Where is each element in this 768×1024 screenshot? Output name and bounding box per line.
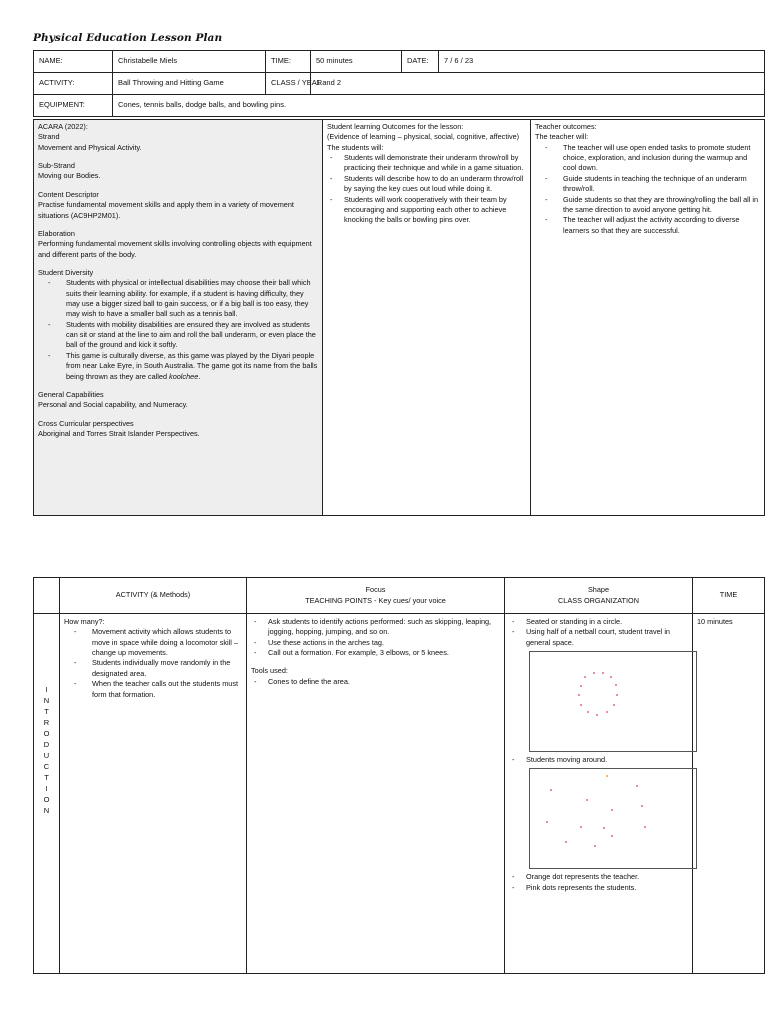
equipment-value: Cones, tennis balls, dodge balls, and bowling pins. bbox=[113, 95, 765, 117]
teacher-outcomes-cell bbox=[531, 120, 765, 516]
teacher-dot bbox=[606, 775, 608, 777]
acara-heading: ACARA (2022): bbox=[38, 122, 88, 131]
lesson-plan-table bbox=[33, 577, 765, 974]
outcomes-table bbox=[33, 119, 765, 516]
teacher-list bbox=[535, 143, 760, 236]
section-letter: U bbox=[43, 751, 50, 760]
substrand-text: Moving our Bodies. bbox=[38, 171, 101, 181]
list-item: - The teacher will adjust the activity according to diverse learners so that they are successful. bbox=[535, 215, 760, 236]
descriptor-label: Content Descriptor bbox=[38, 189, 99, 199]
list-item: - Guide students so that they are throwing/rolling the ball all in the same direction to avoid anyone getting hit. bbox=[535, 195, 760, 216]
student-dot bbox=[584, 676, 586, 678]
list-item: - When the teacher calls out the students must form that formation. bbox=[64, 679, 242, 700]
time-label: TIME: bbox=[266, 51, 311, 73]
section-letter: O bbox=[43, 795, 50, 804]
activity-value: Ball Throwing and Hitting Game bbox=[113, 73, 266, 95]
descriptor-text: Practise fundamental movement skills and apply them in a variety of movement situations (AC9HP2M01). bbox=[38, 200, 294, 220]
outcomes-sub: (Evidence of learning – physical, social, cognitive, affective) bbox=[327, 132, 520, 142]
shape-subtitle: CLASS ORGANIZATION bbox=[558, 595, 639, 605]
capabilities-label: General Capabilities bbox=[38, 389, 104, 399]
shape-header bbox=[505, 578, 693, 614]
cross-text: Aboriginal and Torres Strait Islander Perspectives. bbox=[38, 428, 200, 438]
elaboration-text: Performing fundamental movement skills involving controlling objects with equipment and different parts of the body. bbox=[38, 239, 312, 259]
student-dot bbox=[602, 672, 604, 674]
date-label: DATE: bbox=[402, 51, 439, 73]
strand-text: Movement and Physical Activity. bbox=[38, 142, 142, 152]
student-dot bbox=[644, 826, 646, 828]
student-dot bbox=[606, 711, 608, 713]
outcomes-list bbox=[327, 153, 526, 226]
student-dot bbox=[611, 835, 613, 837]
shape-notes-list bbox=[509, 872, 688, 893]
student-dot bbox=[550, 789, 552, 791]
section-letter: T bbox=[44, 707, 49, 716]
time-header: TIME bbox=[693, 578, 765, 614]
student-dot bbox=[593, 672, 595, 674]
list-item: - Guide students in teaching the technique of an underarm throw/roll. bbox=[535, 174, 760, 195]
list-item: - Students will work cooperatively with their team by encouraging and supporting each other to achieve knocking the balls or bowling pins over. bbox=[327, 195, 526, 226]
student-dot bbox=[603, 827, 605, 829]
student-dot bbox=[615, 684, 617, 686]
focus-cell bbox=[247, 614, 505, 974]
list-item: - Students will demonstrate their underarm throw/roll by practicing their technique and while in a game situation. bbox=[327, 153, 526, 174]
student-dot bbox=[578, 694, 580, 696]
student-dot bbox=[611, 809, 613, 811]
list-item: - Pink dots represents the students. bbox=[509, 883, 688, 893]
class-label: CLASS / YEAR bbox=[266, 73, 311, 95]
student-dot bbox=[596, 714, 598, 716]
student-outcomes-cell bbox=[323, 120, 531, 516]
time-value: 50 minutes bbox=[311, 51, 402, 73]
name-label: NAME: bbox=[34, 51, 113, 73]
list-item: - Use these actions in the arches tag. bbox=[251, 638, 500, 648]
activity-cell bbox=[60, 614, 247, 974]
strand-label: Strand bbox=[38, 132, 60, 142]
list-item: - Students moving around. bbox=[509, 755, 688, 765]
list-item: - Ask students to identify actions performed: such as skipping, leaping, jogging, hopping, jumping, and so on. bbox=[251, 617, 500, 638]
teacher-lead: The teacher will: bbox=[535, 132, 589, 142]
student-dot bbox=[586, 799, 588, 801]
focus-list bbox=[251, 617, 500, 658]
list-item: - Call out a formation. For example, 3 elbows, or 5 knees. bbox=[251, 648, 500, 658]
list-item: - Orange dot represents the teacher. bbox=[509, 872, 688, 882]
section-letter: T bbox=[44, 773, 49, 782]
activity-label: ACTIVITY: bbox=[34, 73, 113, 95]
section-letter: R bbox=[43, 718, 50, 727]
outcomes-heading: Student learning Outcomes for the lesson: bbox=[327, 122, 464, 131]
shape-title: Shape bbox=[587, 585, 610, 595]
substrand-label: Sub-Strand bbox=[38, 161, 75, 171]
section-label-introduction bbox=[34, 614, 60, 974]
student-dot bbox=[565, 841, 567, 843]
student-dot bbox=[636, 785, 638, 787]
activity-lead: How many?: bbox=[64, 617, 105, 626]
diversity-label: Student Diversity bbox=[38, 267, 94, 277]
cross-label: Cross Curricular perspectives bbox=[38, 418, 134, 428]
focus-header bbox=[247, 578, 505, 614]
shape-cell bbox=[505, 614, 693, 974]
diversity-list bbox=[38, 278, 318, 382]
activity-list bbox=[64, 627, 242, 700]
elaboration-label: Elaboration bbox=[38, 228, 75, 238]
student-dot bbox=[580, 685, 582, 687]
scattered-formation-diagram bbox=[529, 768, 697, 869]
section-letter: N bbox=[43, 696, 50, 705]
page-title: Physical Education Lesson Plan bbox=[33, 32, 223, 44]
list-item: - Seated or standing in a circle. bbox=[509, 617, 688, 627]
list-item: - The teacher will use open ended tasks to promote student choice, exploration, and inclusion during the warmup and cool down. bbox=[535, 143, 760, 174]
list-item bbox=[38, 351, 318, 382]
student-dot bbox=[616, 694, 618, 696]
student-dot bbox=[587, 711, 589, 713]
shape-mid-list bbox=[509, 755, 688, 765]
student-dot bbox=[610, 676, 612, 678]
class-value: 1 and 2 bbox=[311, 73, 765, 95]
equipment-label: EQUIPMENT: bbox=[34, 95, 113, 117]
student-dot bbox=[641, 805, 643, 807]
section-letter: C bbox=[43, 762, 50, 771]
list-item: - Students with physical or intellectual disabilities may choose their ball which suits their learning ability. for example, if a student is having difficulty, they may use a bigger sized ball to gain success, or if a big ball is too easy, they may wish to have a smaller ball such as a tennis ball. bbox=[38, 278, 318, 319]
section-letter: I bbox=[45, 685, 48, 694]
tools-label: Tools used: bbox=[251, 666, 288, 676]
activity-header: ACTIVITY (& Methods) bbox=[60, 578, 247, 614]
blank-header bbox=[34, 578, 60, 614]
koolchee-word: koolchee bbox=[169, 371, 199, 381]
outcomes-lead: The students will: bbox=[327, 142, 384, 152]
tools-list bbox=[251, 677, 500, 687]
teacher-heading: Teacher outcomes: bbox=[535, 122, 597, 131]
section-letter: N bbox=[43, 806, 50, 815]
student-dot bbox=[613, 704, 615, 706]
circle-formation-diagram bbox=[529, 651, 697, 752]
student-dot bbox=[580, 826, 582, 828]
focus-title: Focus bbox=[365, 585, 386, 595]
date-value: 7 / 6 / 23 bbox=[439, 51, 765, 73]
section-letter: D bbox=[43, 740, 50, 749]
list-item: - Cones to define the area. bbox=[251, 677, 500, 687]
list-item: - Students individually move randomly in the designated area. bbox=[64, 658, 242, 679]
student-dot bbox=[594, 845, 596, 847]
section-letter: I bbox=[45, 784, 48, 793]
name-value: Christabelle Miels bbox=[113, 51, 266, 73]
time-cell: 10 minutes bbox=[693, 614, 765, 974]
list-item: - Students will describe how to do an underarm throw/roll by saying the key cues out loud while doing it. bbox=[327, 174, 526, 195]
list-item: - Movement activity which allows students to move in space while doing a locomotor skill – change up movements. bbox=[64, 627, 242, 658]
capabilities-text: Personal and Social capability, and Numeracy. bbox=[38, 400, 188, 410]
student-dot bbox=[546, 821, 548, 823]
focus-subtitle: TEACHING POINTS - Key cues/ your voice bbox=[305, 595, 446, 605]
student-dot bbox=[580, 704, 582, 706]
shape-list bbox=[509, 617, 688, 648]
section-letter: O bbox=[43, 729, 50, 738]
header-table bbox=[33, 50, 765, 117]
cultural-text: This game is culturally diverse, as this game was played by the Diyari people from near Lake Eyre, in South Australia. The game got its name from the balls being thrown as they are called bbox=[66, 350, 318, 381]
acara-cell bbox=[34, 120, 323, 516]
period: . bbox=[198, 371, 201, 381]
list-item: - Using half of a netball court, student travel in general space. bbox=[509, 627, 688, 648]
list-item: - Students with mobility disabilities are ensured they are involved as students can sit or stand at the line to aim and roll the ball underarm, or even place the ball of the ground and kick it softly. bbox=[38, 320, 318, 351]
